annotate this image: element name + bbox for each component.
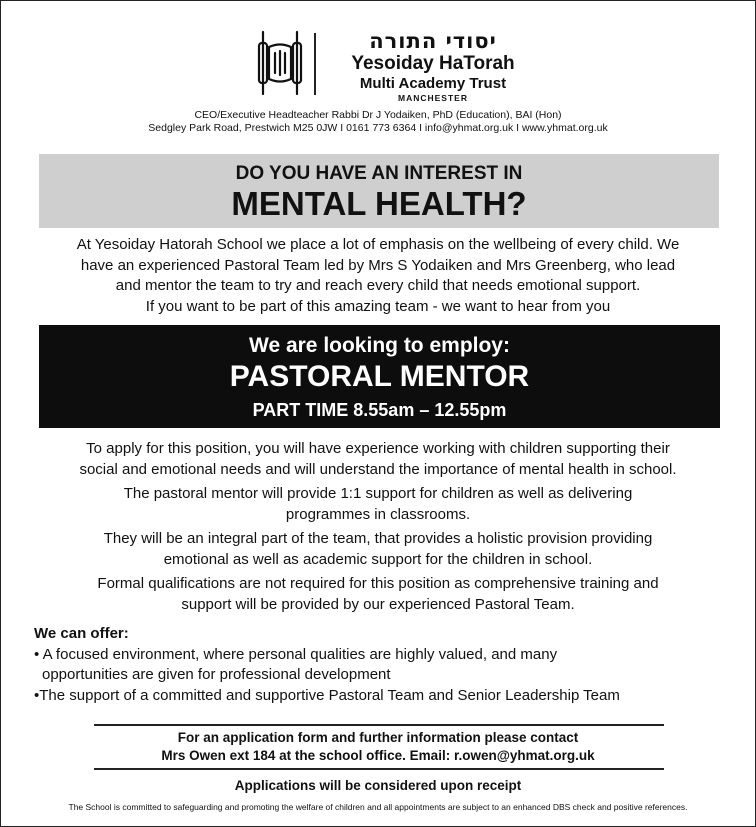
paragraph [21, 439, 735, 480]
paragraph [21, 529, 735, 570]
logo-text [323, 29, 543, 104]
intro-text [21, 235, 735, 317]
divider-top [94, 724, 664, 726]
job-description [21, 439, 735, 619]
vacancy-banner [39, 325, 720, 428]
org-city: MANCHESTER [398, 93, 468, 103]
receipt-notice: Applications will be considered upon receipt [234, 778, 522, 793]
header [1, 1, 755, 113]
vacancy-banner-intro: We are looking to employ: [249, 334, 510, 357]
logo-divider [314, 33, 316, 95]
intro-line: At Yesoiday Hatorah School we place a lot of emphasis on the wellbeing of every child. We [76, 236, 680, 253]
paragraph-line: To apply for this position, you will have experience working with children supporting their [86, 440, 670, 457]
interest-banner [39, 154, 719, 228]
paragraph-line: They will be an integral part of the team, that provides a holistic provision providing [103, 530, 653, 547]
paragraph-line: The pastoral mentor will provide 1:1 support for children as well as delivering [123, 485, 633, 502]
paragraph-line: social and emotional needs and will understand the importance of mental health in school. [79, 460, 677, 478]
offer-item-line: opportunities are given for professional development [42, 666, 391, 683]
torah-scroll-logo-icon [256, 29, 304, 97]
paragraph-line: Formal qualifications are not required for this position as comprehensive training and [97, 575, 659, 592]
intro-line: have an experienced Pastoral Team led by Mrs S Yodaiken and Mrs Greenberg, who lead [80, 256, 676, 274]
offer-item: •The support of a committed and supportive Pastoral Team and Senior Leadership Team [34, 686, 620, 704]
contact-line-address: Sedgley Park Road, Prestwich M25 0JW I 0161 773 6364 I info@yhmat.org.uk I www.yhmat.org.uk [148, 122, 608, 134]
safeguarding-footer: The School is committed to safeguarding and promoting the welfare of children and all appointments are subject to an enhanced DBS check and positive references. [68, 802, 688, 812]
offer-item-line: • A focused environment, where personal qualities are highly valued, and many [34, 645, 558, 663]
application-contact-line: Mrs Owen ext 184 at the school office. Email: r.owen@yhmat.org.uk [161, 748, 595, 763]
offer-section [34, 624, 735, 706]
intro-line: and mentor the team to try and reach every child that needs emotional support. [115, 277, 641, 294]
contact-line-headteacher: CEO/Executive Headteacher Rabbi Dr J Yodaiken, PhD (Education), BAI (Hon) [194, 109, 562, 121]
paragraph-line: support will be provided by our experienced Pastoral Team. [181, 595, 575, 613]
application-contact-line: For an application form and further information please contact [177, 730, 579, 745]
vacancy-hours: PART TIME 8.55am – 12.55pm [252, 400, 507, 420]
application-contact [1, 729, 755, 765]
paragraph-line: programmes in classrooms. [285, 505, 471, 523]
divider-bottom [94, 768, 664, 770]
vacancy-job-title: PASTORAL MENTOR [229, 360, 530, 393]
intro-line: If you want to be part of this amazing team - we want to hear from you [145, 297, 611, 315]
paragraph [21, 574, 735, 615]
interest-banner-headline: MENTAL HEALTH? [231, 185, 527, 222]
offer-title: We can offer: [34, 625, 129, 642]
org-subtitle: Multi Academy Trust [359, 75, 507, 92]
offer-item [34, 645, 735, 686]
paragraph [21, 484, 735, 525]
hebrew-school-name: יסודי התורה [369, 29, 497, 53]
org-name: Yesoiday HaTorah [351, 53, 515, 74]
paragraph-line: emotional as well as academic support for the children in school. [163, 550, 593, 568]
interest-banner-line1: DO YOU HAVE AN INTEREST IN [235, 163, 523, 184]
